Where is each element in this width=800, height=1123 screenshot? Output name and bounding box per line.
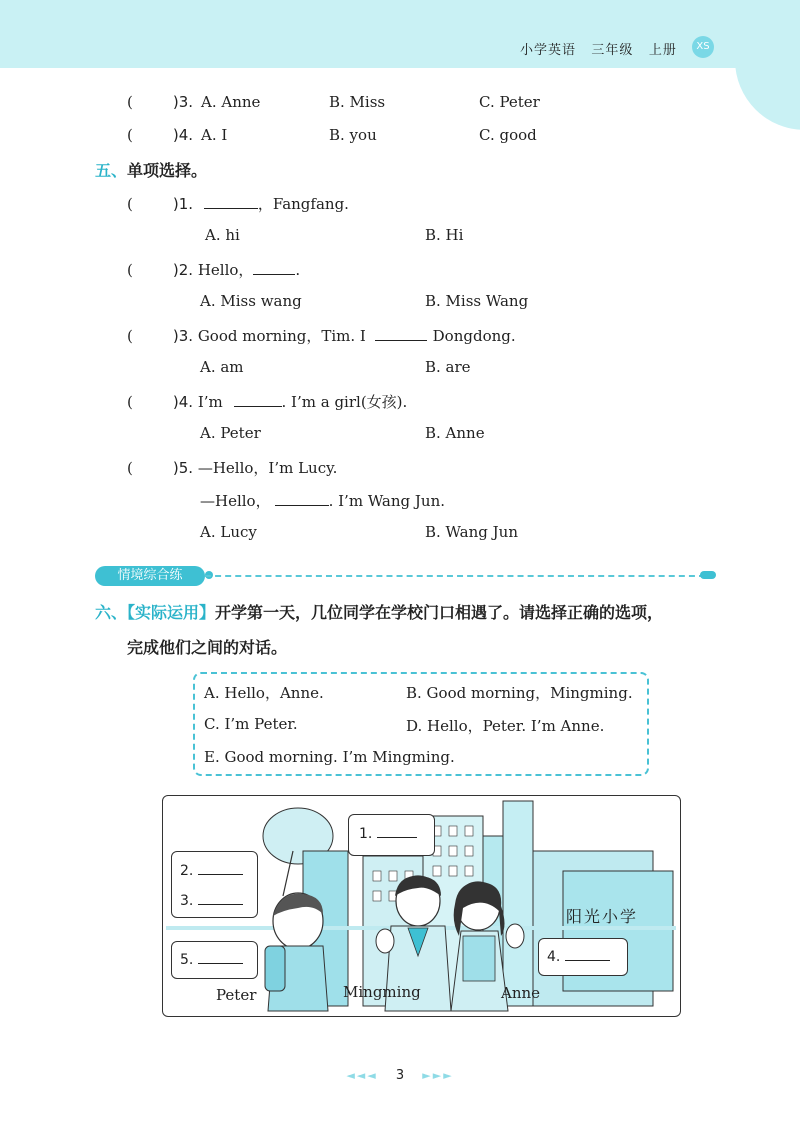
name-mingming: Mingming: [343, 983, 421, 1001]
header-title: 小学英语 三年级 上册: [520, 43, 677, 58]
q1-blank[interactable]: [204, 194, 258, 209]
q3-option-a[interactable]: A. am: [200, 358, 244, 376]
left-arrows-icon: ◄◄◄: [346, 1069, 378, 1082]
q5-option-b[interactable]: B. Wang Jun: [425, 523, 518, 541]
q2-option-a[interactable]: A. Miss wang: [200, 292, 302, 310]
right-arrows-icon: ►►►: [422, 1069, 454, 1082]
option-c[interactable]: C. I’m Peter.: [204, 715, 298, 733]
speech-bubble-2-3[interactable]: 2. 3.: [171, 851, 258, 918]
header-band: [0, 0, 800, 68]
banner-dashline: [205, 575, 705, 577]
page-number: 3: [395, 1068, 405, 1083]
q2-blank[interactable]: [253, 260, 295, 275]
options-box: [193, 672, 649, 776]
q4-stem: ( )4. I’m . I’m a girl(女孩).: [127, 393, 408, 411]
option-a[interactable]: A. Hello，Anne.: [204, 684, 324, 702]
q4-blank[interactable]: [234, 392, 282, 407]
speech-bubble-1[interactable]: 1.: [348, 814, 435, 856]
header-curve: [735, 20, 800, 130]
q1-option-b[interactable]: B. Hi: [425, 226, 464, 244]
school-sign: 阳光小学: [566, 907, 639, 926]
speech-bubble-5[interactable]: 5.: [171, 941, 258, 979]
q2-stem: ( )2. Hello， .: [127, 261, 301, 279]
q3-option-b[interactable]: B. are: [425, 358, 471, 376]
part4-row-4: ( )4. A. I B. you C. good: [127, 126, 537, 144]
q5-stem-line2: —Hello， . I’m Wang Jun.: [200, 492, 446, 510]
banner-pencil-end: [700, 571, 716, 579]
q3-blank[interactable]: [375, 326, 427, 341]
q4-option-a[interactable]: A. Peter: [200, 424, 261, 442]
q5-stem: ( )5. —Hello，I’m Lucy.: [127, 459, 338, 477]
part4-row-3: ( )3. A. Anne B. Miss C. Peter: [127, 93, 540, 111]
xs-badge: XS: [692, 36, 714, 58]
section5-heading: 五、单项选择。: [95, 161, 208, 180]
dialogue-picture: [162, 795, 681, 1017]
q3-stem: ( )3. Good morning，Tim. I Dongdong.: [127, 327, 516, 345]
q1-stem: ( )1. ，Fangfang.: [127, 195, 349, 213]
speech-bubble-4[interactable]: 4.: [538, 938, 628, 976]
name-anne: Anne: [501, 984, 541, 1002]
section6-heading-line2: 完成他们之间的对话。: [127, 638, 288, 657]
option-d[interactable]: D. Hello，Peter. I’m Anne.: [406, 717, 605, 735]
q5-blank[interactable]: [275, 491, 329, 506]
section-banner: 情境综合练: [95, 566, 205, 586]
q2-option-b[interactable]: B. Miss Wang: [425, 292, 529, 310]
q5-option-a[interactable]: A. Lucy: [200, 523, 257, 541]
page-footer: [0, 1068, 800, 1083]
name-peter: Peter: [216, 986, 257, 1004]
q1-option-a[interactable]: A. hi: [205, 226, 240, 244]
option-e[interactable]: E. Good morning. I’m Mingming.: [204, 748, 455, 766]
option-b[interactable]: B. Good morning，Mingming.: [406, 684, 633, 702]
section6-heading: 六、【实际运用】开学第一天，几位同学在学校门口相遇了。请选择正确的选项，: [95, 603, 664, 622]
q4-option-b[interactable]: B. Anne: [425, 424, 485, 442]
